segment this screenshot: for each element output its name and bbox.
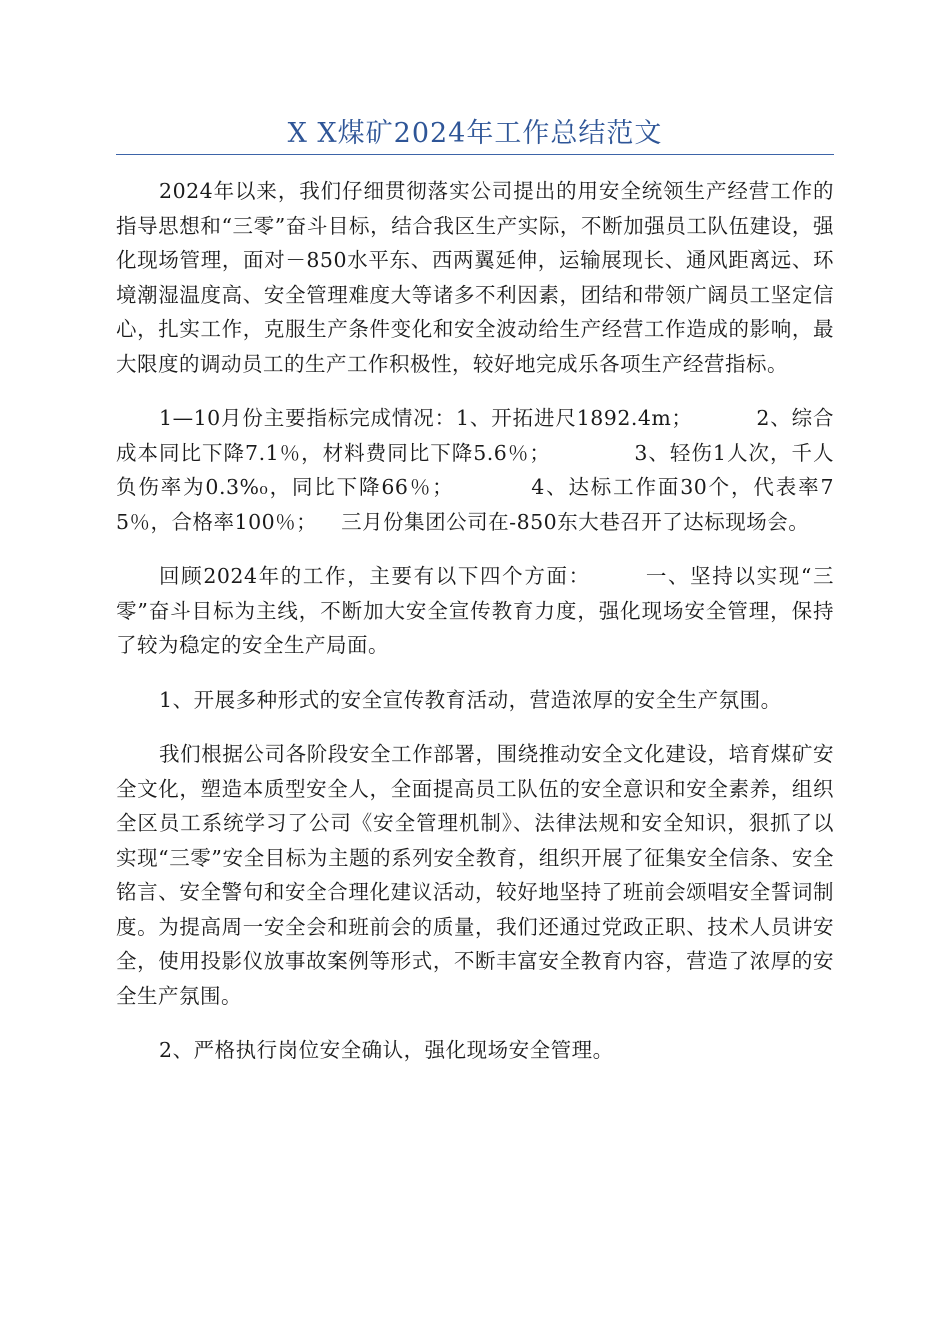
indicator-1: 1—10月份主要指标完成情况：1、开拓进尺1892.4m；	[159, 406, 693, 430]
section-heading-1: 1、开展多种形式的安全宣传教育活动，营造浓厚的安全生产氛围。	[159, 687, 782, 712]
document-title: X X煤矿2024年工作总结范文	[287, 118, 663, 149]
review-lead: 回顾2024年的工作，主要有以下四个方面：	[159, 564, 591, 588]
paragraph-indicators	[116, 401, 834, 539]
indicator-4: 4、达标工作面30个，代表率75％，合格率100％；	[116, 475, 835, 534]
review-point-1: 一、坚持以实现“三零”奋斗目标为主线，不断加大安全宣传教育力度，强化现场安全管理，保持了较为稳定的安全生产局面。	[116, 564, 834, 657]
indicator-5: 三月份集团公司在-850东大巷召开了达标现场会。	[341, 509, 810, 534]
indicator-3: 3、轻伤1人次，千人负伤率为0.3%₀，同比下降66％；	[116, 440, 834, 499]
title-underline	[116, 154, 834, 155]
paragraph-review	[116, 559, 834, 663]
paragraph-intro: 2024年以来，我们仔细贯彻落实公司提出的用安全统领生产经营工作的指导思想和“三零”奋斗目标，结合我区生产实际，不断加强员工队伍建设，强化现场管理，面对－850水平东、西两翼延伸，运输展现长、通风距离远、环境潮湿温度高、安全管理难度大等诸多不利因素，团结和带领广阔员工坚定信心，扎实工作，克服生产条件变化和安全波动给生产经营工作造成的影响，最大限度的调动员工的生产工作积极性，较好地完成乐各项生产经营指标。	[116, 179, 834, 376]
document-body	[116, 174, 834, 1088]
section-heading-2: 2、严格执行岗位安全确认，强化现场安全管理。	[159, 1038, 614, 1062]
indicator-2: 2、综合成本同比下降7.1％，材料费同比下降5.6％；	[116, 406, 834, 465]
paragraph-education: 我们根据公司各阶段安全工作部署，围绕推动安全文化建设，培育煤矿安全文化，塑造本质型安全人，全面提高员工队伍的安全意识和安全素养，组织全区员工系统学习了公司《安全管理机制》、法律法规和安全知识，狠抓了以实现“三零”安全目标为主题的系列安全教育，组织开展了征集安全信条、安全铭言、安全警句和安全合理化建议活动，较好地坚持了班前会颂唱安全誓词制度。为提高周一安全会和班前会的质量，我们还通过党政正职、技术人员讲安全，使用投影仪放事故案例等形式，不断丰富安全教育内容，营造了浓厚的安全生产氛围。	[116, 742, 834, 1008]
